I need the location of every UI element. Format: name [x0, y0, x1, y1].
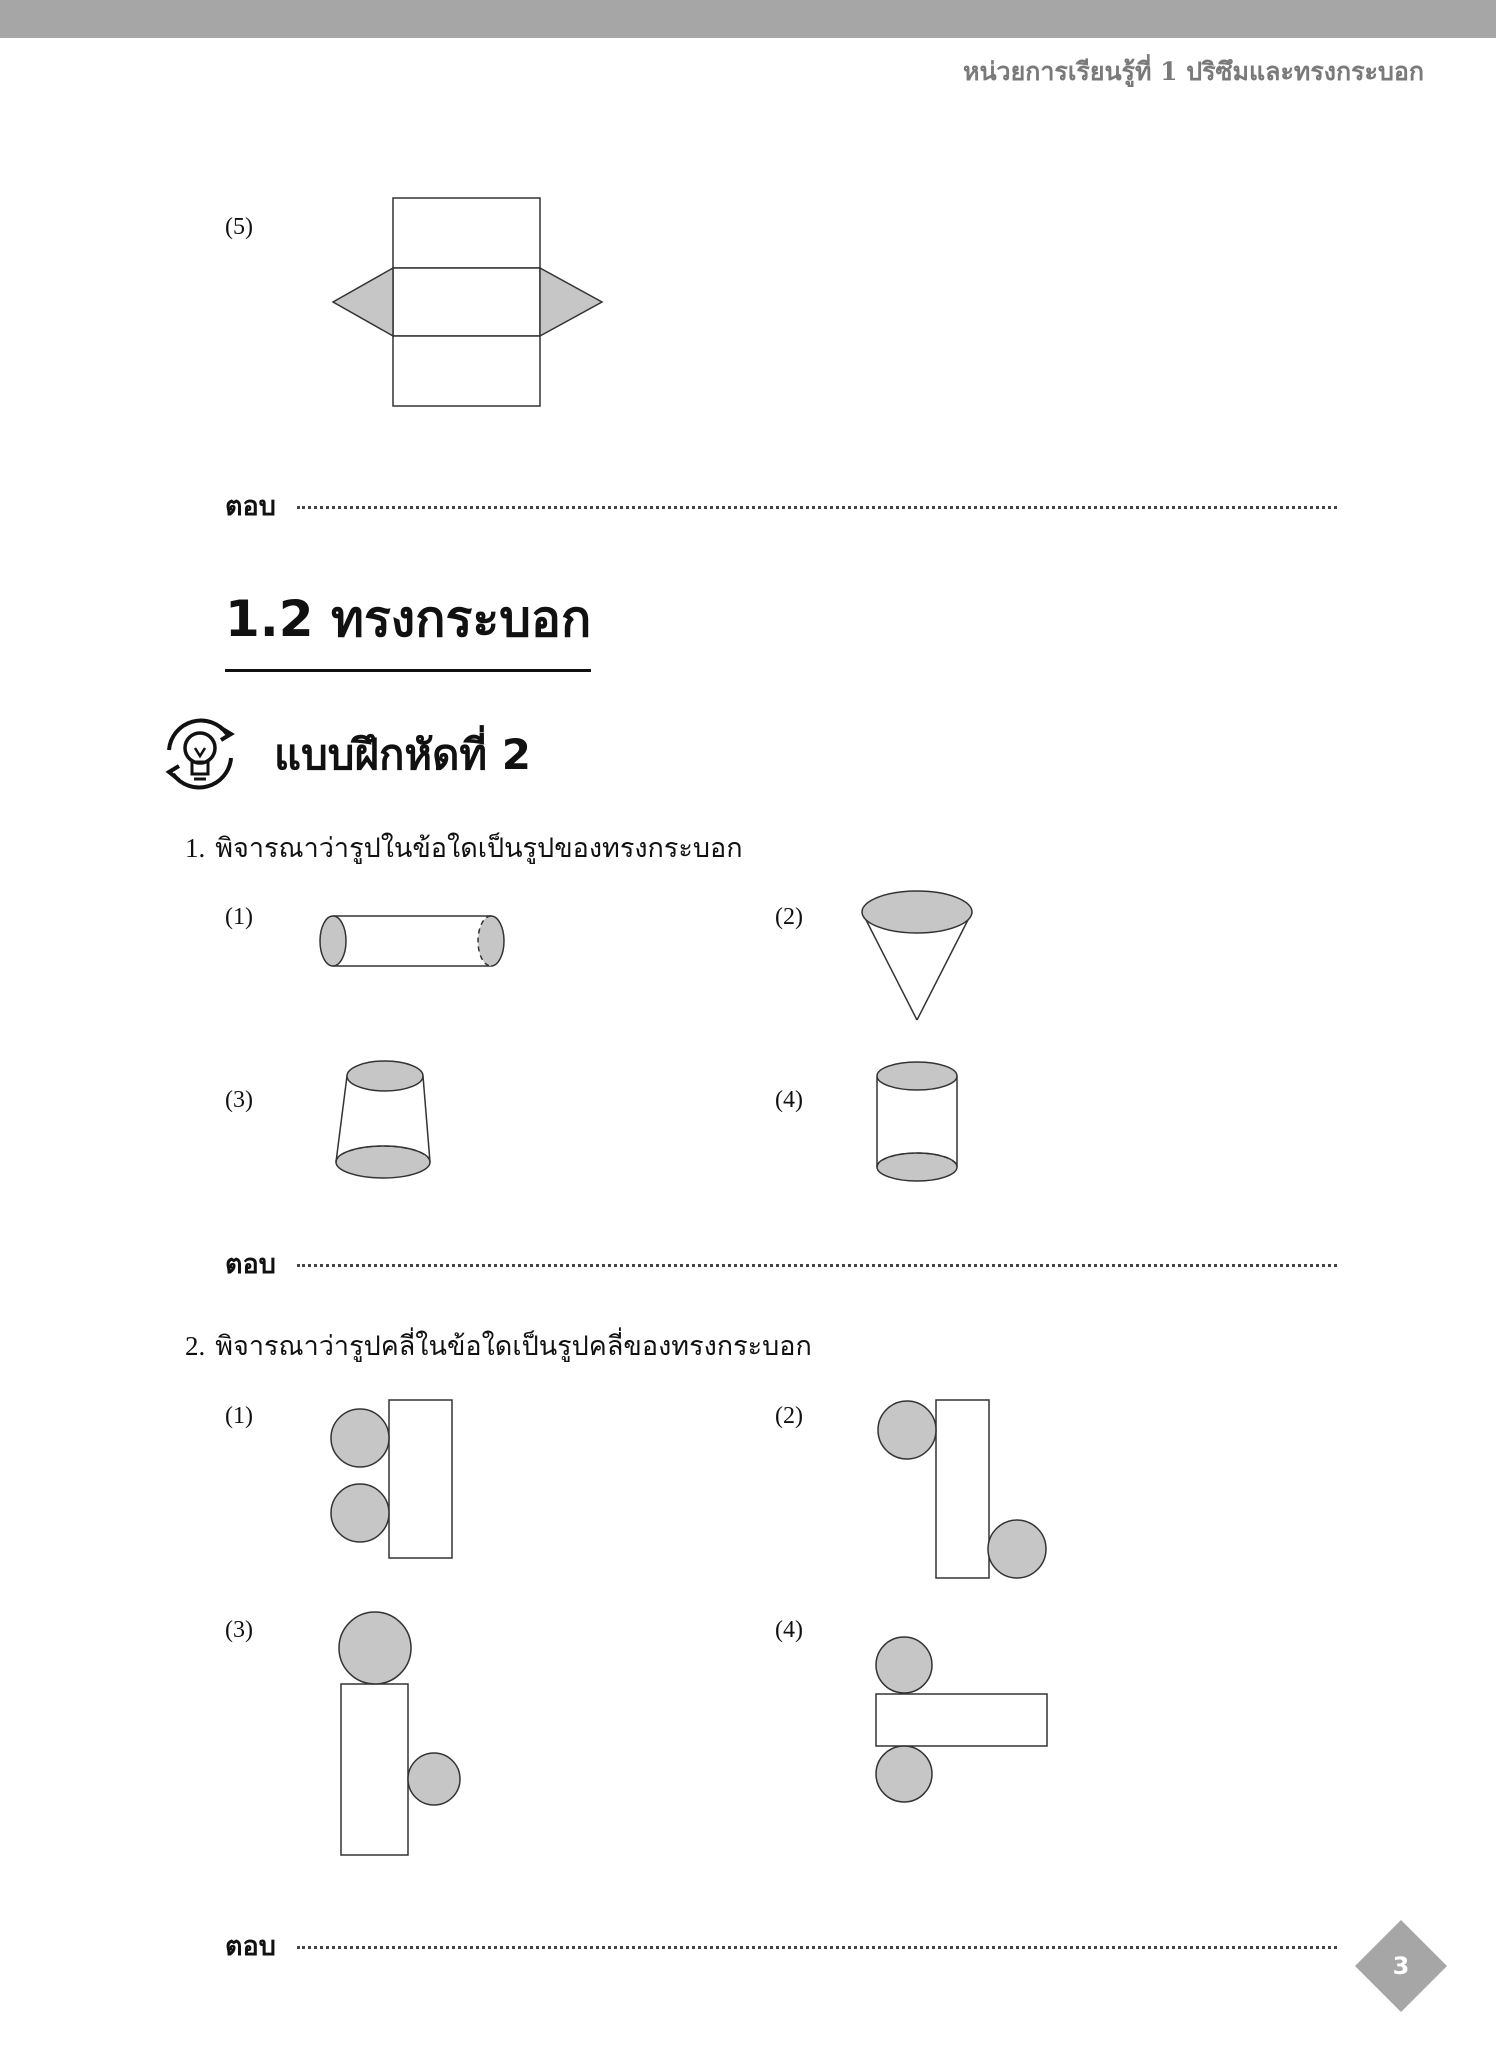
- answer-label: ตอบ: [225, 1249, 276, 1280]
- question-2-number: 2.: [185, 1331, 206, 1361]
- section-title: 1.2 ทรงกระบอก: [225, 580, 591, 672]
- exercise-title: แบบฝึกหัดที่ 2: [274, 730, 531, 779]
- cylinder-net-option-4: [870, 1630, 1055, 1805]
- answer-row-prism[interactable]: [225, 484, 1337, 522]
- lightbulb-cycle-icon: [155, 708, 245, 798]
- cylinder-net-option-2: [870, 1395, 1050, 1585]
- answer-label: ตอบ: [225, 1931, 276, 1962]
- answer-row-q1[interactable]: [225, 1242, 1337, 1280]
- q2-option-4-label: (4): [775, 1617, 803, 1643]
- answer-line[interactable]: [297, 1264, 1337, 1267]
- frustum-figure: [330, 1055, 440, 1185]
- horizontal-cylinder-figure: [315, 910, 505, 970]
- q2-option-2-label: (2): [775, 1403, 803, 1429]
- q2-option-3-label: (3): [225, 1617, 253, 1643]
- vertical-cylinder-figure: [870, 1055, 970, 1185]
- answer-line[interactable]: [297, 1946, 1337, 1949]
- q1-option-3-label: (3): [225, 1087, 253, 1113]
- cylinder-net-option-1: [325, 1395, 460, 1565]
- question-1-text: พิจารณาว่ารูปในข้อใดเป็นรูปของทรงกระบอก: [215, 833, 743, 864]
- cylinder-net-option-3: [330, 1605, 470, 1860]
- top-bar: [0, 0, 1496, 38]
- triangular-prism-net: [330, 195, 610, 410]
- q2-option-1-label: (1): [225, 1403, 253, 1429]
- prism-option-label: (5): [225, 214, 253, 240]
- question-1: [185, 826, 743, 869]
- q1-option-2-label: (2): [775, 904, 803, 930]
- q1-option-1-label: (1): [225, 904, 253, 930]
- cone-figure: [855, 885, 975, 1025]
- page-number: 3: [1392, 1952, 1410, 1980]
- answer-row-q2[interactable]: [225, 1924, 1337, 1962]
- question-2-text: พิจารณาว่ารูปคลี่ในข้อใดเป็นรูปคลี่ของทรงกระบอก: [215, 1331, 812, 1362]
- q1-option-4-label: (4): [775, 1087, 803, 1113]
- question-1-number: 1.: [185, 833, 206, 863]
- answer-label: ตอบ: [225, 491, 276, 522]
- answer-line[interactable]: [297, 506, 1337, 509]
- chapter-header: หน่วยการเรียนรู้ที่ 1 ปริซึมและทรงกระบอก: [962, 57, 1424, 86]
- question-2: [185, 1324, 812, 1367]
